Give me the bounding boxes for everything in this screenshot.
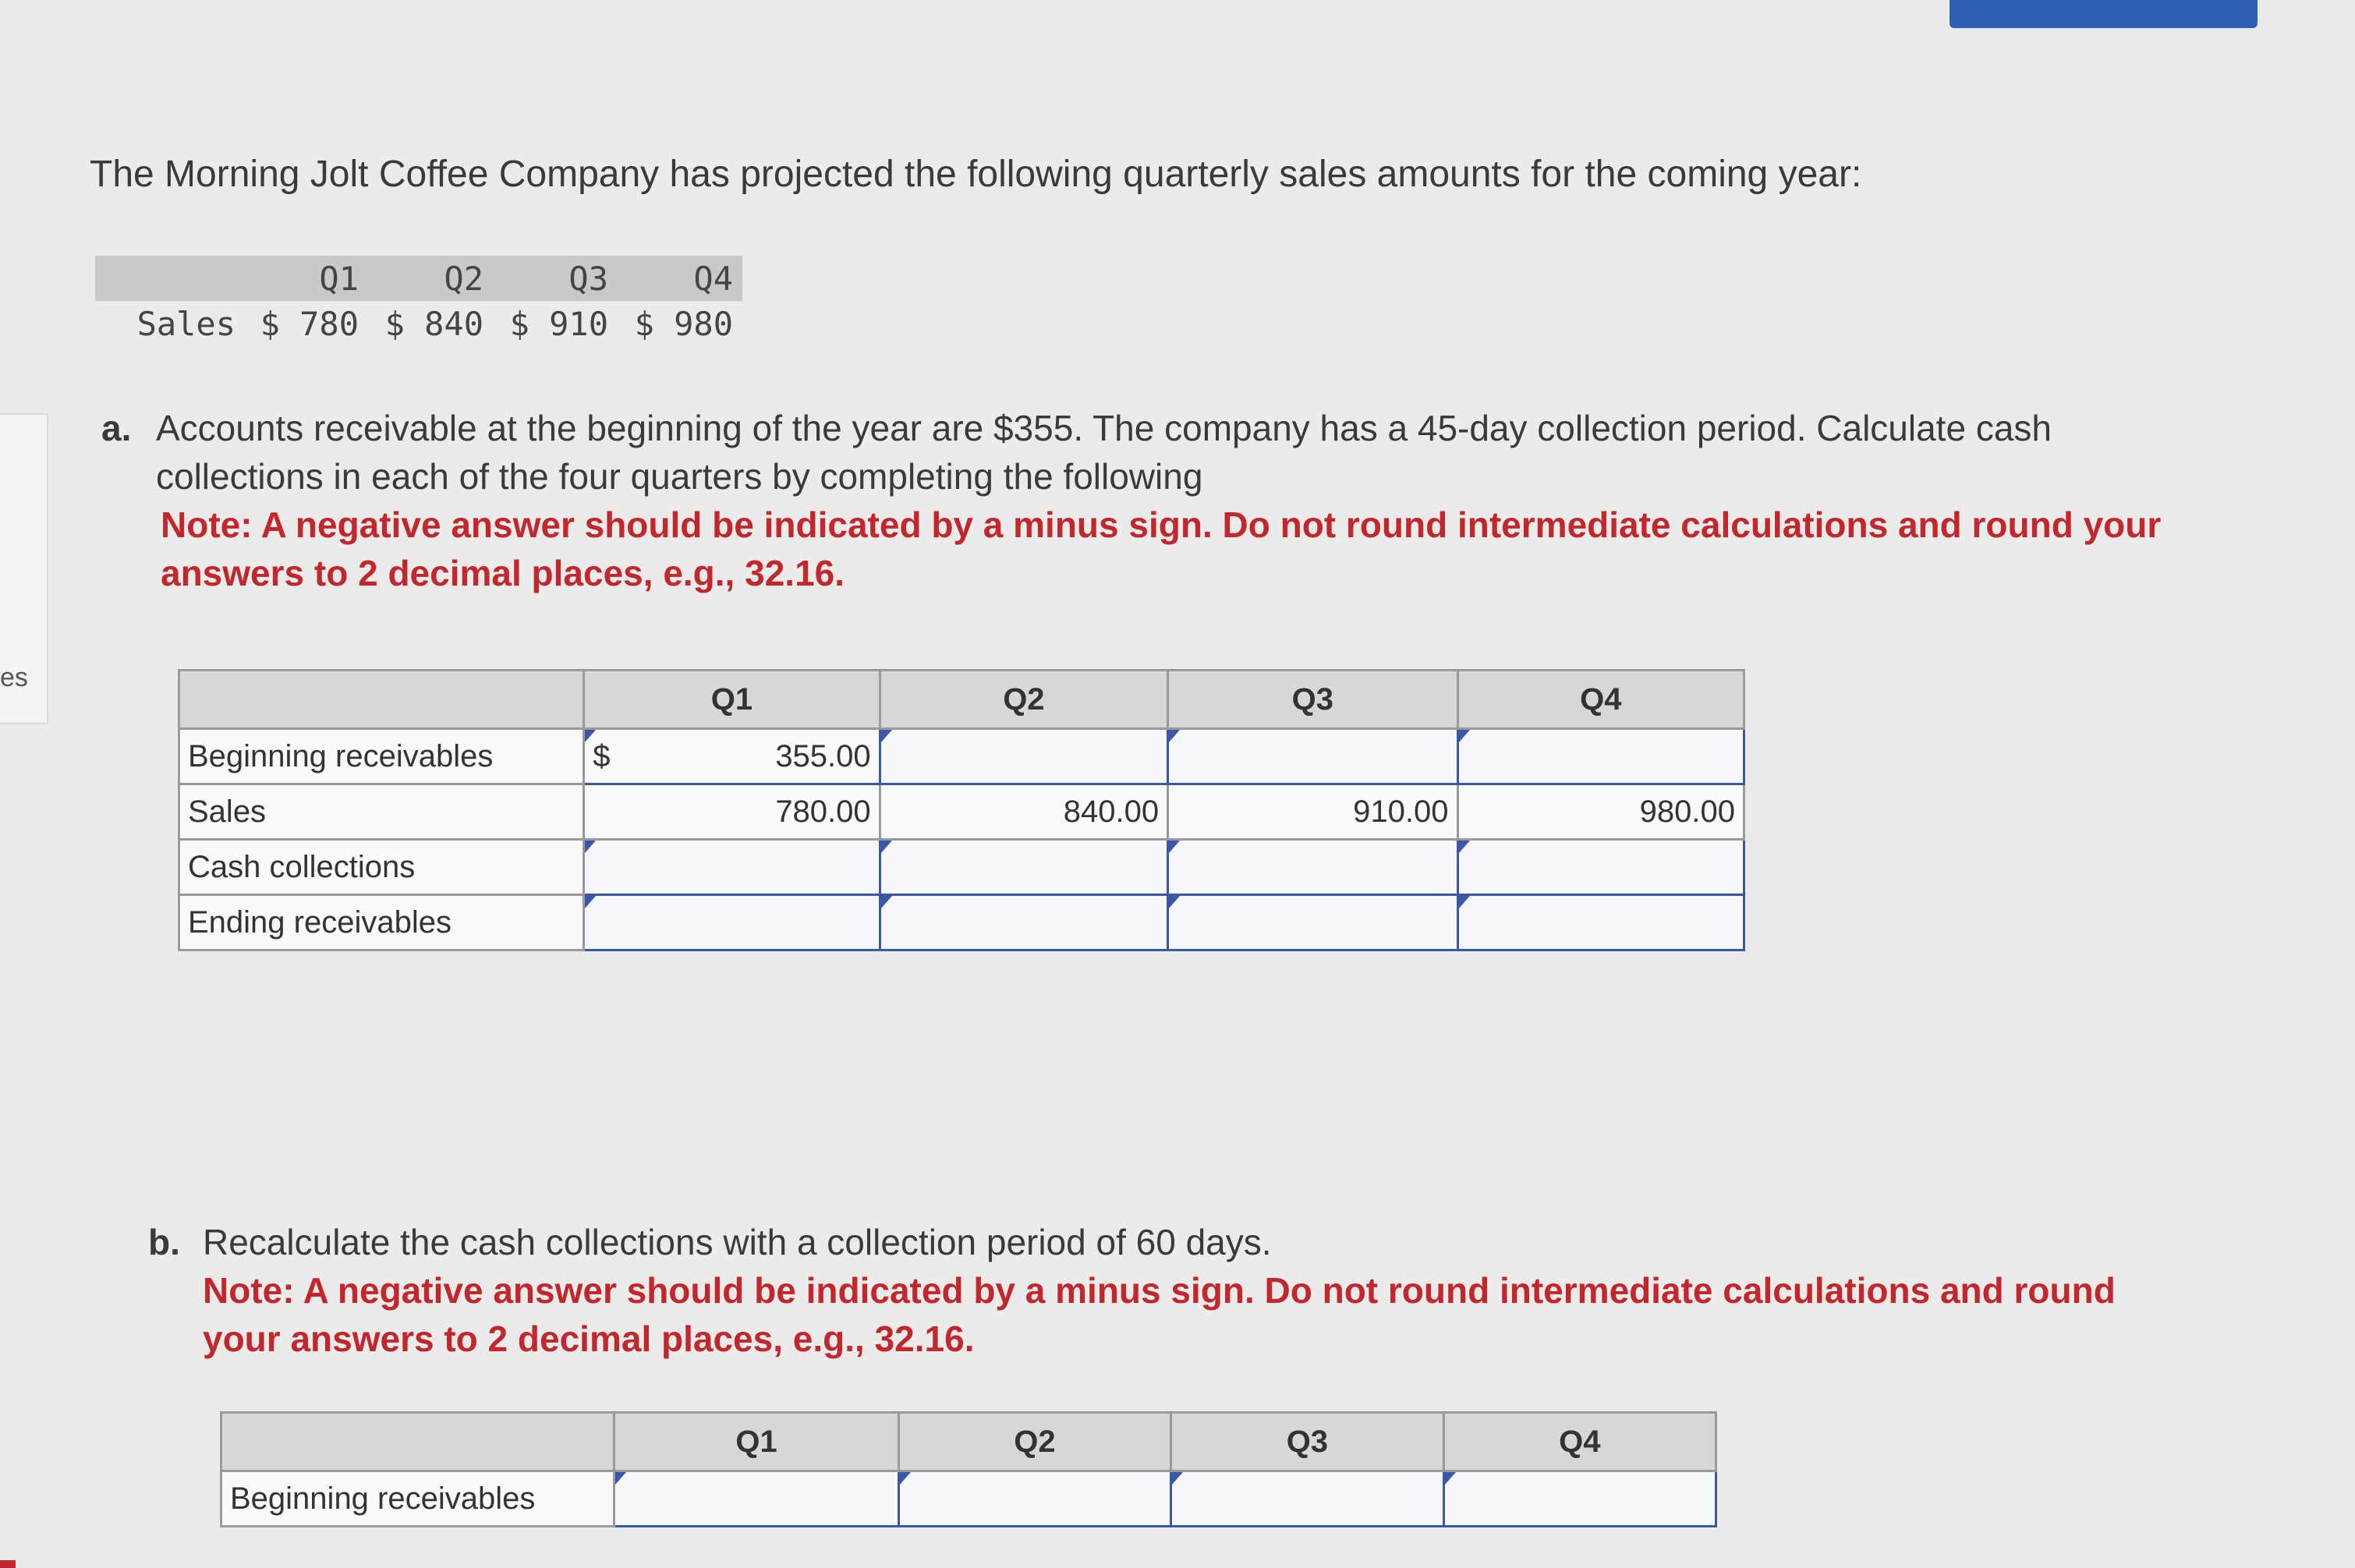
table-row	[179, 729, 1744, 784]
input-beginning-receivables-q3[interactable]	[1168, 729, 1457, 784]
sales-projection-table	[95, 256, 742, 346]
input-ending-receivables-q1[interactable]	[584, 895, 880, 950]
col-header-q2: Q2	[880, 671, 1167, 729]
input-marker-icon	[1169, 730, 1180, 742]
table-row	[179, 895, 1744, 950]
part-b-table	[220, 1411, 1717, 1527]
input-marker-icon	[615, 1472, 626, 1485]
currency-symbol: $	[593, 738, 611, 773]
input-beginning-receivables-q2[interactable]	[880, 729, 1167, 784]
input-marker-icon	[1169, 841, 1180, 853]
input-ending-receivables-q2[interactable]	[880, 895, 1167, 950]
left-side-tab[interactable]	[0, 413, 48, 724]
part-a-label: a.	[101, 408, 132, 448]
sales-header-q1: Q1	[319, 259, 359, 298]
table-row	[179, 840, 1744, 895]
sales-q2-value: 840.00	[880, 784, 1167, 840]
part-b	[148, 1218, 2199, 1363]
input-marker-icon	[1172, 1472, 1183, 1485]
table-header-row	[179, 671, 1744, 729]
input-cash-collections-q3[interactable]	[1168, 840, 1457, 895]
input-beginning-receivables-q4[interactable]	[1457, 729, 1744, 784]
input-ending-receivables-q4[interactable]	[1457, 895, 1744, 950]
row-label-beginning-receivables: Beginning receivables	[221, 1471, 614, 1527]
sales-q3-value: 910.00	[1168, 784, 1457, 840]
sales-value-q1: $ 780	[260, 304, 359, 343]
table-row	[179, 784, 1744, 840]
input-marker-icon	[881, 896, 892, 908]
row-label-ending-receivables: Ending receivables	[179, 895, 584, 950]
sales-value-q3: $ 910	[509, 304, 608, 343]
sales-header-q2: Q2	[444, 259, 483, 298]
problem-intro: The Morning Jolt Coffee Company has projected the following quarterly sales amounts for the coming year:	[90, 154, 1862, 195]
col-header-q3: Q3	[1171, 1413, 1443, 1471]
input-marker-icon	[585, 730, 596, 742]
sales-row-label: Sales	[136, 304, 236, 343]
sales-value-q2: $ 840	[384, 304, 483, 343]
sales-table-header	[95, 256, 742, 301]
input-marker-icon	[900, 1472, 911, 1485]
col-header-q3: Q3	[1168, 671, 1457, 729]
input-marker-icon	[881, 841, 892, 853]
input-b-beginning-receivables-q2[interactable]	[898, 1471, 1170, 1527]
part-b-label: b.	[148, 1222, 180, 1262]
part-a-question: Accounts receivable at the beginning of the year are $355. The company has a 45-day collection period. Calculate cash collections in each of the four quarters by completing the following	[156, 408, 2052, 497]
left-tab-label: es	[0, 663, 28, 692]
input-marker-icon	[881, 730, 892, 742]
part-a-table	[178, 669, 1745, 951]
sales-q1-value: 780.00	[584, 784, 880, 840]
bottom-edge-accent	[0, 1560, 16, 1568]
input-cash-collections-q1[interactable]	[584, 840, 880, 895]
table-header-row	[221, 1413, 1716, 1471]
input-marker-icon	[1459, 730, 1470, 742]
input-marker-icon	[1445, 1472, 1456, 1485]
sales-row	[95, 301, 742, 346]
input-b-beginning-receivables-q4[interactable]	[1443, 1471, 1716, 1527]
part-b-question: Recalculate the cash collections with a collection period of 60 days.	[203, 1222, 1272, 1262]
sales-header-q4: Q4	[693, 259, 733, 298]
input-ending-receivables-q3[interactable]	[1168, 895, 1457, 950]
input-marker-icon	[1459, 841, 1470, 853]
sales-value-q4: $ 980	[634, 304, 733, 343]
input-marker-icon	[585, 841, 596, 853]
input-b-beginning-receivables-q1[interactable]	[614, 1471, 898, 1527]
row-label-beginning-receivables: Beginning receivables	[179, 729, 584, 784]
part-b-note: Note: A negative answer should be indicated by a minus sign. Do not round intermediate calculations and round your answers to 2 decimal places, e.g., 32.16.	[203, 1270, 2116, 1359]
input-cash-collections-q2[interactable]	[880, 840, 1167, 895]
col-header-q4: Q4	[1443, 1413, 1716, 1471]
input-marker-icon	[585, 896, 596, 908]
row-label-sales: Sales	[179, 784, 584, 840]
col-header-q4: Q4	[1457, 671, 1744, 729]
table-row	[221, 1471, 1716, 1527]
input-cash-collections-q4[interactable]	[1457, 840, 1744, 895]
part-a-note: Note: A negative answer should be indicated by a minus sign. Do not round intermediate calculations and round your answers to 2 decimal places, e.g., 32.16.	[161, 504, 2162, 593]
top-action-button[interactable]	[1950, 0, 2258, 28]
sales-q4-value: 980.00	[1457, 784, 1744, 840]
col-header-q2: Q2	[898, 1413, 1170, 1471]
input-marker-icon	[1169, 896, 1180, 908]
col-header-q1: Q1	[584, 671, 880, 729]
input-b-beginning-receivables-q3[interactable]	[1171, 1471, 1443, 1527]
row-label-cash-collections: Cash collections	[179, 840, 584, 895]
input-marker-icon	[1459, 896, 1470, 908]
sales-header-q3: Q3	[568, 259, 608, 298]
part-a	[101, 404, 2215, 597]
col-header-q1: Q1	[614, 1413, 898, 1471]
input-beginning-receivables-q1[interactable]: $ 355.00	[584, 729, 880, 784]
